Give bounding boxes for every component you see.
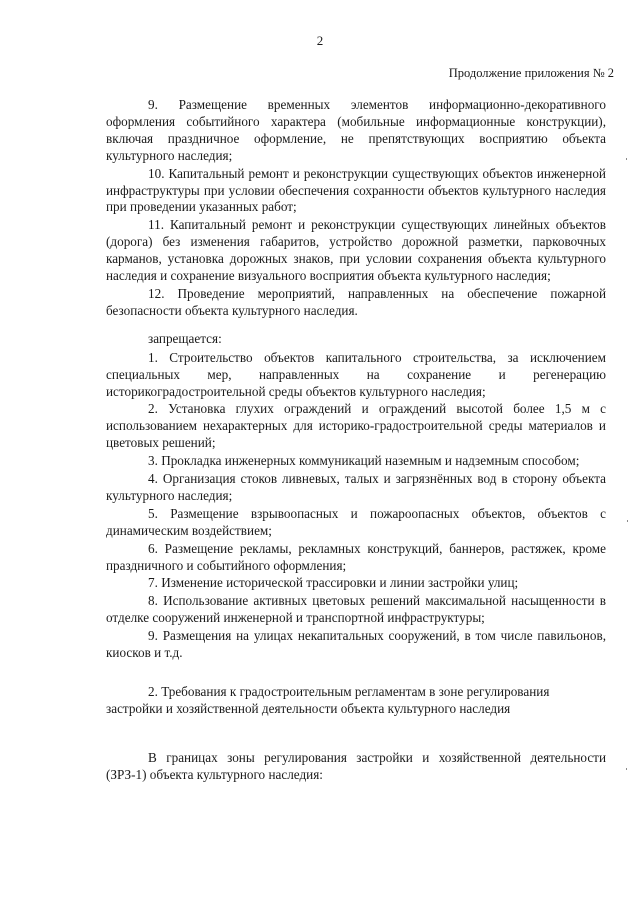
prohibited-label: запрещается: (148, 330, 222, 346)
prohibited-item-2: 2. Установка глухих ограждений и ограждений высотой более 1,5 м с использованием нехарактерных для историко-градостроительной среды материалов и цветовых решений; (106, 401, 606, 451)
document-body (106, 97, 606, 784)
scan-speck (626, 158, 627, 160)
permitted-list (106, 97, 606, 320)
scan-speck (626, 768, 627, 770)
appendix-continuation-note: Продолжение приложения № 2 (448, 66, 614, 80)
section-heading: 2. Требования к градостроительным регламентам в зоне регулирования застройки и хозяйственной деятельности объекта культурного наследия (106, 684, 550, 716)
closing-paragraph: В границах зоны регулирования застройки и хозяйственной деятельности (ЗРЗ-1) объекта культурного наследия: (106, 749, 606, 782)
prohibited-item-4: 4. Организация стоков ливневых, талых и загрязнённых вод в сторону объекта культурного наследия; (106, 471, 606, 503)
prohibited-item-3: 3. Прокладка инженерных коммуникаций наземным и надземным способом; (148, 453, 580, 469)
permitted-item-12: 12. Проведение мероприятий, направленных на обеспечение пожарной безопасности объекта культурного наследия. (106, 285, 606, 318)
prohibited-list (106, 350, 606, 662)
prohibited-item-8: 8. Использование активных цветовых решений максимальной насыщенности в отделке сооружений инженерной и транспортной инфраструктуры; (106, 593, 606, 626)
prohibited-item-5: 5. Размещение взрывоопасных и пожароопасных объектов, объектов с динамическим воздействием; (106, 505, 606, 538)
prohibited-item-6: 6. Размещение рекламы, рекламных конструкций, баннеров, растяжек, кроме праздничного и событийного оформления; (106, 540, 606, 573)
permitted-item-10: 10. Капитальный ремонт и реконструкции существующих объектов инженерной инфраструктуры при условии обеспечения сохранности объектов культурного наследия при проведении указанных работ; (106, 165, 606, 215)
prohibited-item-1: 1. Строительство объектов капитального строительства, за исключением специальных мер, направленных на сохранение и регенерацию историкоградостроительной среды объектов культурного наследия; (106, 349, 606, 399)
permitted-item-9: 9. Размещение временных элементов информационно-декоративного оформления событийного характера (мобильные информационные конструкции), включая праздничное оформление, не препятствующих восприятию объекта культурного наследия; (106, 97, 606, 163)
permitted-item-11: 11. Капитальный ремонт и реконструкции существующих линейных объектов (дорога) без изменения габаритов, устройство дорожной разметки, парковочных карманов, установка дорожных знаков, при условии сохранения объекта культурного наследия и сохранение визуального восприятия объекта культурного наследия; (106, 217, 606, 284)
scan-speck (627, 520, 628, 522)
prohibited-item-9: 9. Размещения на улицах некапитальных сооружений, в том числе павильонов, киосков и т.д. (106, 628, 606, 661)
page-number: 2 (316, 33, 324, 48)
prohibited-item-7: 7. Изменение исторической трассировки и линии застройки улиц; (148, 575, 519, 591)
